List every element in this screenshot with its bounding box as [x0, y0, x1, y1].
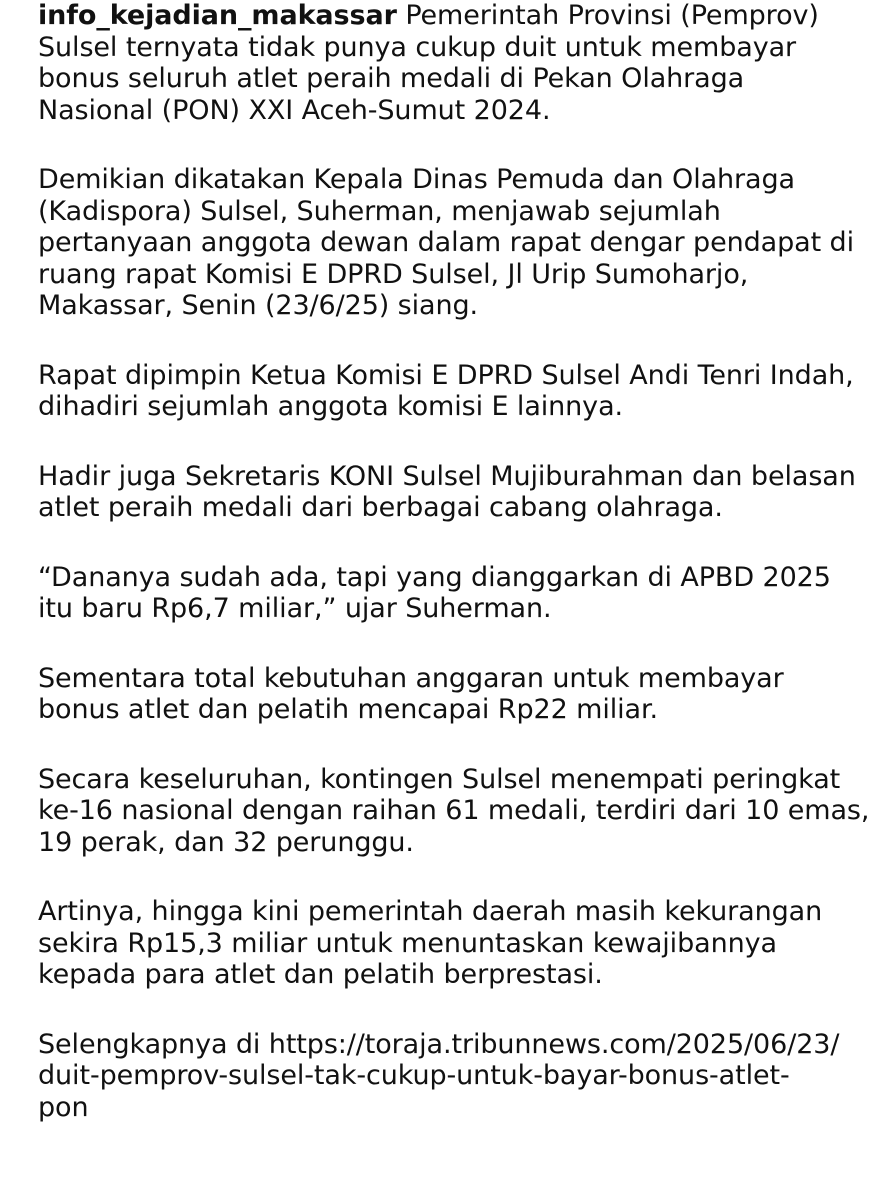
caption-paragraph-6	[38, 663, 858, 726]
caption-paragraph-4	[38, 461, 858, 524]
caption-line: sekira Rp15,3 miliar untuk menuntaskan kewajibannya	[38, 927, 777, 959]
caption-line: Sementara total kebutuhan anggaran untuk membayar	[38, 662, 784, 694]
caption-line: 19 perak, dan 32 perunggu.	[38, 826, 414, 858]
post-caption	[38, 0, 870, 1123]
caption-line: bonus atlet dan pelatih mencapai Rp22 miliar.	[38, 694, 658, 725]
caption-line: (Kadispora) Sulsel, Suherman, menjawab sejumlah	[38, 195, 721, 227]
username-link[interactable]: info_kejadian_makassar	[38, 0, 397, 31]
caption-line: Secara keseluruhan, kontingen Sulsel menempati peringkat	[38, 763, 841, 795]
caption-line: kepada para atlet dan pelatih berprestasi.	[38, 959, 603, 990]
paragraph-gap	[38, 625, 858, 663]
caption-line: ke-16 nasional dengan raihan 61 medali, terdiri dari 10 emas,	[38, 795, 870, 826]
paragraph-gap	[38, 991, 858, 1029]
caption-line: dihadiri sejumlah anggota komisi E lainnya.	[38, 391, 623, 422]
caption-line: itu baru Rp6,7 miliar,” ujar Suherman.	[38, 593, 552, 624]
paragraph-gap	[38, 524, 858, 562]
paragraph-gap	[38, 423, 858, 461]
paragraph-gap	[38, 858, 858, 896]
paragraph-gap	[38, 726, 858, 764]
caption-paragraph-3	[38, 360, 858, 423]
caption-line: pertanyaan anggota dewan dalam rapat dengar pendapat di	[38, 227, 854, 258]
caption-paragraph-9	[38, 1029, 858, 1124]
caption-line: Rapat dipimpin Ketua Komisi E DPRD Sulsel Andi Tenri Indah,	[38, 359, 854, 391]
caption-line: “Dananya sudah ada, tapi yang dianggarkan di APBD 2025	[38, 561, 831, 593]
caption-line: Nasional (PON) XXI Aceh-Sumut 2024.	[38, 94, 551, 126]
caption-text: Pemerintah Provinsi (Pemprov)	[405, 0, 819, 31]
caption-line: atlet peraih medali dari berbagai cabang olahraga.	[38, 492, 723, 523]
caption-line: Demikian dikatakan Kepala Dinas Pemuda dan Olahraga	[38, 164, 795, 195]
source-link-line[interactable]: duit-pemprov-sulsel-tak-cukup-untuk-bayar-bonus-atlet-	[38, 1060, 790, 1091]
caption-line: bonus seluruh atlet peraih medali di Pekan Olahraga	[38, 63, 745, 94]
caption-line: Sulsel ternyata tidak punya cukup duit untuk membayar	[38, 31, 797, 63]
caption-paragraph-7	[38, 763, 870, 859]
caption-line: Hadir juga Sekretaris KONI Sulsel Mujiburahman dan belasan	[38, 460, 856, 492]
caption-paragraph-1	[38, 0, 858, 126]
caption-paragraph-5	[38, 562, 858, 625]
paragraph-gap	[38, 322, 858, 360]
source-link-line[interactable]: pon	[38, 1091, 89, 1123]
caption-line	[38, 0, 858, 32]
paragraph-gap	[38, 126, 858, 164]
caption-line: Artinya, hingga kini pemerintah daerah masih kekurangan	[38, 896, 823, 927]
source-link-line[interactable]: Selengkapnya di https://toraja.tribunnews.com/2025/06/23/	[38, 1028, 840, 1060]
caption-paragraph-2	[38, 164, 858, 322]
caption-paragraph-8	[38, 896, 858, 991]
caption-line: Makassar, Senin (23/6/25) siang.	[38, 290, 479, 321]
caption-line: ruang rapat Komisi E DPRD Sulsel, Jl Urip Sumoharjo,	[38, 258, 749, 290]
